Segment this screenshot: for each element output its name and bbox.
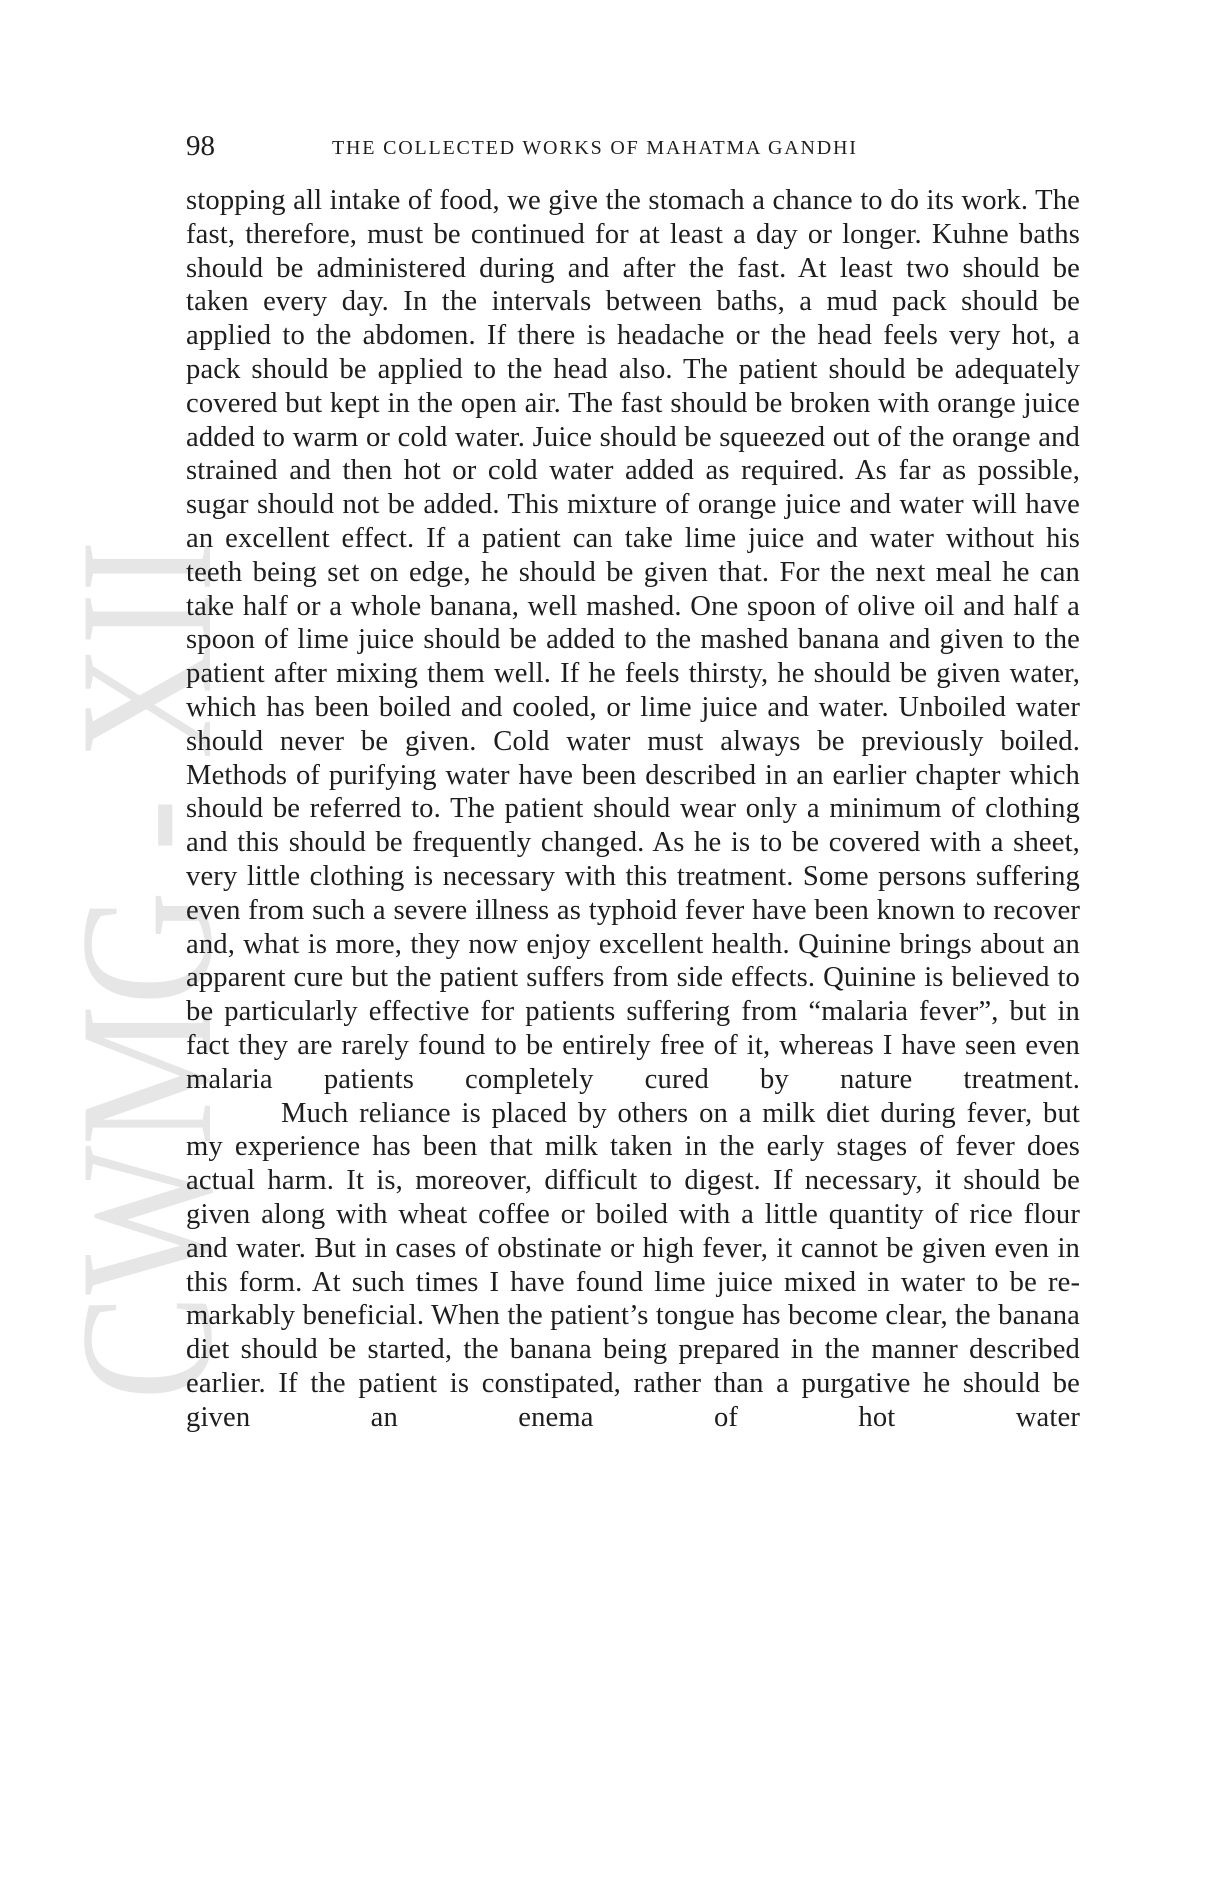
page-number: 98 [186,130,215,162]
paragraph-2: Much reliance is placed by others on a milk diet during fever, but my experience has been that milk taken in the early stages of fever does actual harm. It is, moreover, difficult to digest. If necessary, it should be given along with wheat coffee or boiled with a little quantity of rice flour and water. But in cases of obstinate or high fever, it cannot be given even in this form. At such times I have found lime juice mixed in water to be remarkably beneficial. When the patient’s tongue has become clear, the banana diet should be started, the banana being prepared in the manner described earlier. If the patient is constipated, rather than a purgative he should be given an enema of hot water [186,1097,1080,1433]
watermark-text: CWMG - XII [42,365,252,1400]
paragraph-1: stopping all intake of food, we give the stomach a chance to do its work. The fast, therefore, must be continued for at least a day or longer. Kuhne baths should be administered during and after the fast. At least two should be taken every day. In the intervals between baths, a mud pack should be applied to the abdomen. If there is headache or the head feels very hot, a pack should be applied to the head also. The patient should be adequately covered but kept in the open air. The fast should be broken with orange juice added to warm or cold water. Juice should be squeezed out of the orange and strained and then hot or cold water added as required. As far as possible, sugar should not be added. This mixture of orange juice and water will have an excellent effect. If a patient can take lime juice and water without his teeth being set on edge, he should be given that. For the next meal he can take half or a whole banana, well mashed. One spoon of olive oil and half a spoon of lime juice should be added to the mashed banana and given to the patient after mixing them well. If he feels thirsty, he should be given water, which has been boiled and cooled, or lime juice and water. Unboiled water should never be given. Cold water must always be previously boiled. Methods of purifying water have been described in an earlier chapter which should be referred to. The patient should wear only a minimum of clothing and this should be frequently changed. As he is to be covered with a sheet, very little clothing is necessary with this treatment. Some persons suffering even from such a severe illness as typhoid fever have been known to recover and, what is more, they now enjoy excellent health. Quinine brings about an apparent cure but the patient suffers from side effects. Quinine is believed to be particularly effective for patients suffering from “malaria fever”, but in fact they are rarely found to be entirely free of it, whereas I have seen even malaria patients completely cured by nature treatment. [186,185,1080,1095]
running-head: THE COLLECTED WORKS OF MAHATMA GANDHI [332,137,858,159]
page-header [186,126,1080,166]
body-text [186,184,1080,1434]
